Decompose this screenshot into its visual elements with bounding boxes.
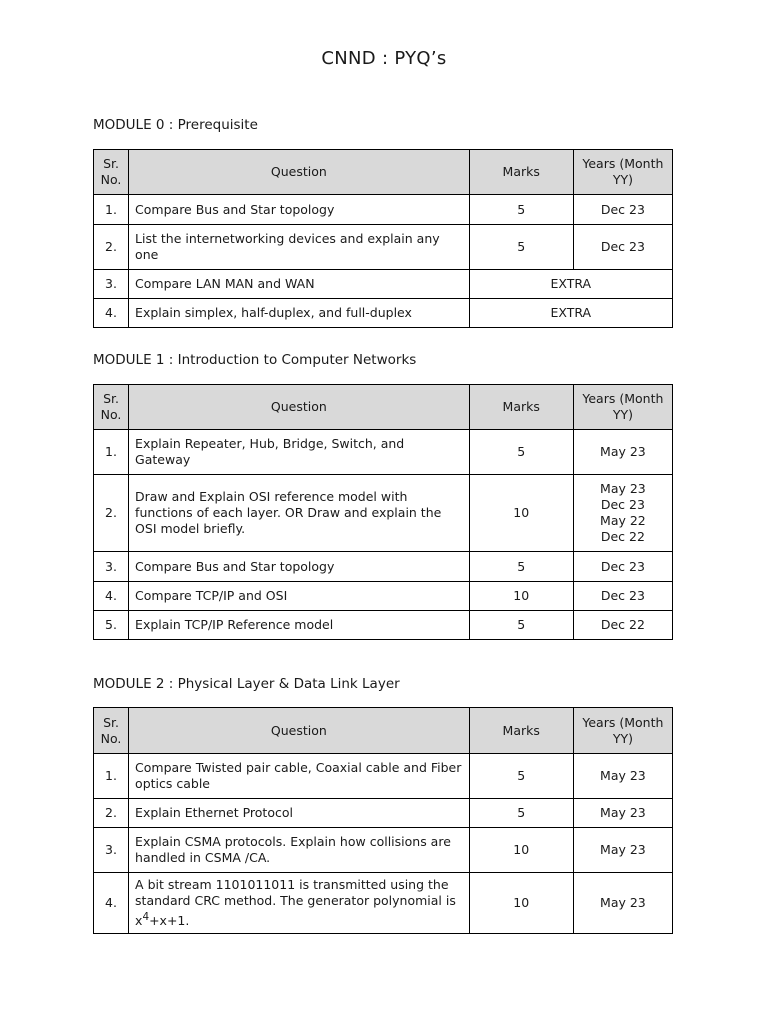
years-cell (573, 430, 672, 475)
header-years: Years (Month YY) (573, 708, 672, 754)
header-sr-no: Sr. No. (94, 708, 129, 754)
sr-cell: 2. (94, 799, 129, 828)
header-question: Question (129, 708, 470, 754)
table-row (94, 225, 673, 270)
question-cell: Explain Repeater, Hub, Bridge, Switch, and Gateway (129, 430, 470, 475)
question-cell: Compare Bus and Star topology (129, 195, 470, 225)
marks-cell: 5 (469, 799, 573, 828)
marks-cell: 5 (469, 552, 573, 582)
table-row (94, 582, 673, 611)
years-cell (573, 582, 672, 611)
question-cell: Compare Twisted pair cable, Coaxial cable and Fiber optics cable (129, 754, 470, 799)
header-question: Question (129, 150, 470, 195)
years-cell (573, 195, 672, 225)
years-cell (573, 225, 672, 270)
year-entry: Dec 23 (600, 201, 645, 217)
sr-cell: 3. (94, 552, 129, 582)
sr-cell: 4. (94, 299, 129, 328)
year-entry: May 22 (600, 513, 646, 528)
table-row (94, 195, 673, 225)
marks-cell: 10 (469, 828, 573, 873)
module-1-table (93, 384, 673, 640)
header-question: Question (129, 385, 470, 430)
table-row (94, 475, 673, 552)
sr-cell: 3. (94, 828, 129, 873)
marks-cell: 5 (469, 225, 573, 270)
table-row (94, 552, 673, 582)
question-cell: A bit stream 1101011011 is transmitted using the standard CRC method. The generator polynomial is $x^4+x+1$. (129, 873, 470, 934)
table-row (94, 754, 673, 799)
sr-cell: 1. (94, 754, 129, 799)
year-entry: May 23 (600, 444, 646, 459)
year-entry: May 23 (600, 768, 646, 783)
page-title: CNND : PYQ’s (321, 48, 447, 69)
years-cell (573, 799, 672, 828)
question-cell: Explain simplex, half-duplex, and full-duplex (129, 299, 470, 328)
years-cell (573, 611, 672, 640)
question-cell: Draw and Explain OSI reference model with functions of each layer. OR Draw and explain the OSI model briefly. (129, 475, 470, 552)
module-0-heading: MODULE 0 : Prerequisite (93, 117, 258, 133)
header-marks: Marks (469, 385, 573, 430)
year-entry: Dec 22 (600, 617, 645, 632)
header-marks: Marks (469, 150, 573, 195)
year-entry: Dec 23 (600, 497, 645, 512)
header-sr-no: Sr. No. (94, 385, 129, 430)
table-row (94, 799, 673, 828)
module-2-table (93, 707, 673, 934)
header-years: Years (Month YY) (573, 385, 672, 430)
module-1-heading: MODULE 1 : Introduction to Computer Networks (93, 352, 417, 368)
question-cell: Compare TCP/IP and OSI (129, 582, 470, 611)
marks-cell: 10 (469, 582, 573, 611)
sr-cell: 1. (94, 430, 129, 475)
marks-cell: 5 (469, 195, 573, 225)
marks-cell: 5 (469, 754, 573, 799)
question-cell: List the internetworking devices and explain any one (129, 225, 470, 270)
question-cell: Compare Bus and Star topology (129, 552, 470, 582)
years-cell (573, 873, 672, 934)
marks-cell: 10 (469, 873, 573, 934)
sr-cell: 4. (94, 582, 129, 611)
years-cell (573, 828, 672, 873)
sr-cell: 3. (94, 270, 129, 299)
year-entry: May 23 (600, 481, 646, 496)
question-cell: Explain TCP/IP Reference model (129, 611, 470, 640)
sr-cell: 2. (94, 225, 129, 270)
module-0-table (93, 149, 673, 328)
question-cell: Compare LAN MAN and WAN (129, 270, 470, 299)
question-cell: Explain CSMA protocols. Explain how collisions are handled in CSMA /CA. (129, 828, 470, 873)
module-2-heading: MODULE 2 : Physical Layer & Data Link Layer (93, 676, 400, 692)
sr-cell: 1. (94, 195, 129, 225)
year-entry: Dec 22 (600, 529, 645, 544)
sr-cell: 4. (94, 873, 129, 934)
table-row (94, 270, 673, 299)
table-row (94, 828, 673, 873)
years-cell (573, 552, 672, 582)
year-entry: Dec 23 (600, 558, 645, 574)
years-cell (573, 754, 672, 799)
sr-cell: 5. (94, 611, 129, 640)
sr-cell: 2. (94, 475, 129, 552)
header-marks: Marks (469, 708, 573, 754)
marks-cell: 5 (469, 611, 573, 640)
marks-cell: 10 (469, 475, 573, 552)
year-entry: Dec 23 (600, 239, 645, 254)
header-sr-no: Sr. No. (94, 150, 129, 195)
extra-cell: EXTRA (469, 299, 672, 328)
question-cell: Explain Ethernet Protocol (129, 799, 470, 828)
table-row (94, 430, 673, 475)
marks-cell: 5 (469, 430, 573, 475)
table-row (94, 873, 673, 934)
years-cell (573, 475, 672, 552)
year-entry: May 23 (600, 805, 646, 820)
year-entry: Dec 23 (600, 588, 645, 603)
table-row (94, 611, 673, 640)
year-entry: May 23 (600, 895, 646, 910)
header-years: Years (Month YY) (573, 150, 672, 195)
extra-cell: EXTRA (469, 270, 672, 299)
table-row (94, 299, 673, 328)
year-entry: May 23 (600, 842, 646, 857)
